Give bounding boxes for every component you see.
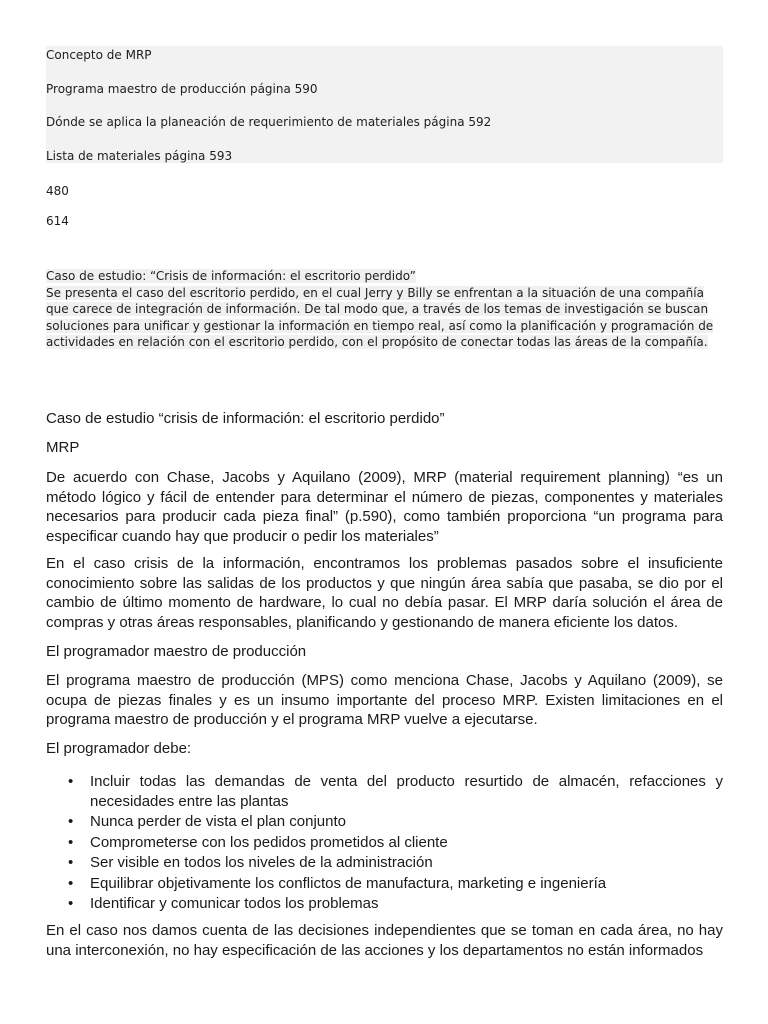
bullet-icon: • [68, 833, 74, 851]
paragraph-mps: El programa maestro de producción (MPS) como menciona Chase, Jacobs y Aquilano (2009), se ocupa de piezas finales y es un insumo importante del proceso MRP. Existen limitaciones en el programa maestro de producción y el programa MRP vuelve a ejecutarse. [46, 672, 723, 728]
bullet-icon: • [68, 874, 74, 892]
paragraph-caso-conclusion: En el caso nos damos cuenta de las decisiones independientes que se toman en cada área, no hay una interconexión, no hay especificación de las acciones y los departamentos no están informados [46, 922, 723, 959]
list-item: • Ser visible en todos los niveles de la administración [68, 854, 433, 871]
list-item: • Identificar y comunicar todos los problemas [68, 895, 379, 912]
toc-item-programa-maestro: Programa maestro de producción página 590 [46, 82, 318, 96]
toc-block [46, 46, 723, 163]
section-heading-mrp: MRP [46, 439, 80, 456]
case-study-note-title: Caso de estudio: “Crisis de información: el escritorio perdido” [46, 269, 416, 283]
toc-item-lista-materiales: Lista de materiales página 593 [46, 149, 233, 163]
toc-item-donde-se-aplica: Dónde se aplica la planeación de requerimiento de materiales página 592 [46, 115, 492, 129]
section-heading-mps: El programador maestro de producción [46, 643, 307, 660]
paragraph-programador-debe: El programador debe: [46, 740, 192, 757]
bullet-icon: • [68, 854, 74, 871]
page-number-614: 614 [46, 214, 69, 228]
paragraph-mrp-definition: De acuerdo con Chase, Jacobs y Aquilano (2009), MRP (material requirement planning) “es un método lógico y fácil de entender para determinar el número de piezas, componentes y materiales necesarios para producir cada pieza final” (p.590), como también proporciona “un programa para especificar cuando hay que producir o pedir los materiales” [46, 469, 723, 545]
bullet-icon: • [68, 813, 74, 830]
paragraph-case-crisis: En el caso crisis de la información, encontramos los problemas pasados sobre el insuficiente conocimiento sobre las salidas de los productos y que ningún área sabía que pasaba, se dio por el cambio de último momento de hardware, lo cual no debía pasar. El MRP daría solución el área de compras y otras áreas responsables, planificando y gestionando de manera eficiente los datos. [46, 555, 723, 631]
document-heading: Caso de estudio “crisis de información: el escritorio perdido” [46, 410, 445, 427]
bullet-icon: • [68, 895, 74, 912]
list-item: • Equilibrar objetivamente los conflictos de manufactura, marketing e ingeniería [68, 874, 607, 892]
list-item: • Nunca perder de vista el plan conjunto [68, 813, 346, 830]
list-item: • Comprometerse con los pedidos prometidos al cliente [68, 833, 448, 851]
bullet-icon: • [68, 773, 74, 790]
list-item: • Incluir todas las demandas de venta del producto resurtido de almacén, refacciones y necesidades entre las plantas [68, 773, 723, 810]
programador-bullet-list [46, 772, 723, 915]
case-study-note-body: Se presenta el caso del escritorio perdido, en el cual Jerry y Billy se enfrentan a la situación de una compañía que carece de integración de información. De tal modo que, a través de los temas de investigación se buscan soluciones para unificar y gestionar la información en tiempo real, así como la planificación y programación de actividades en relación con el escritorio perdido, con el propósito de conectar todas las áreas de la compañía. [46, 285, 714, 350]
toc-item-concepto: Concepto de MRP [46, 48, 152, 62]
case-study-note [46, 268, 723, 351]
page-number-480: 480 [46, 184, 69, 198]
